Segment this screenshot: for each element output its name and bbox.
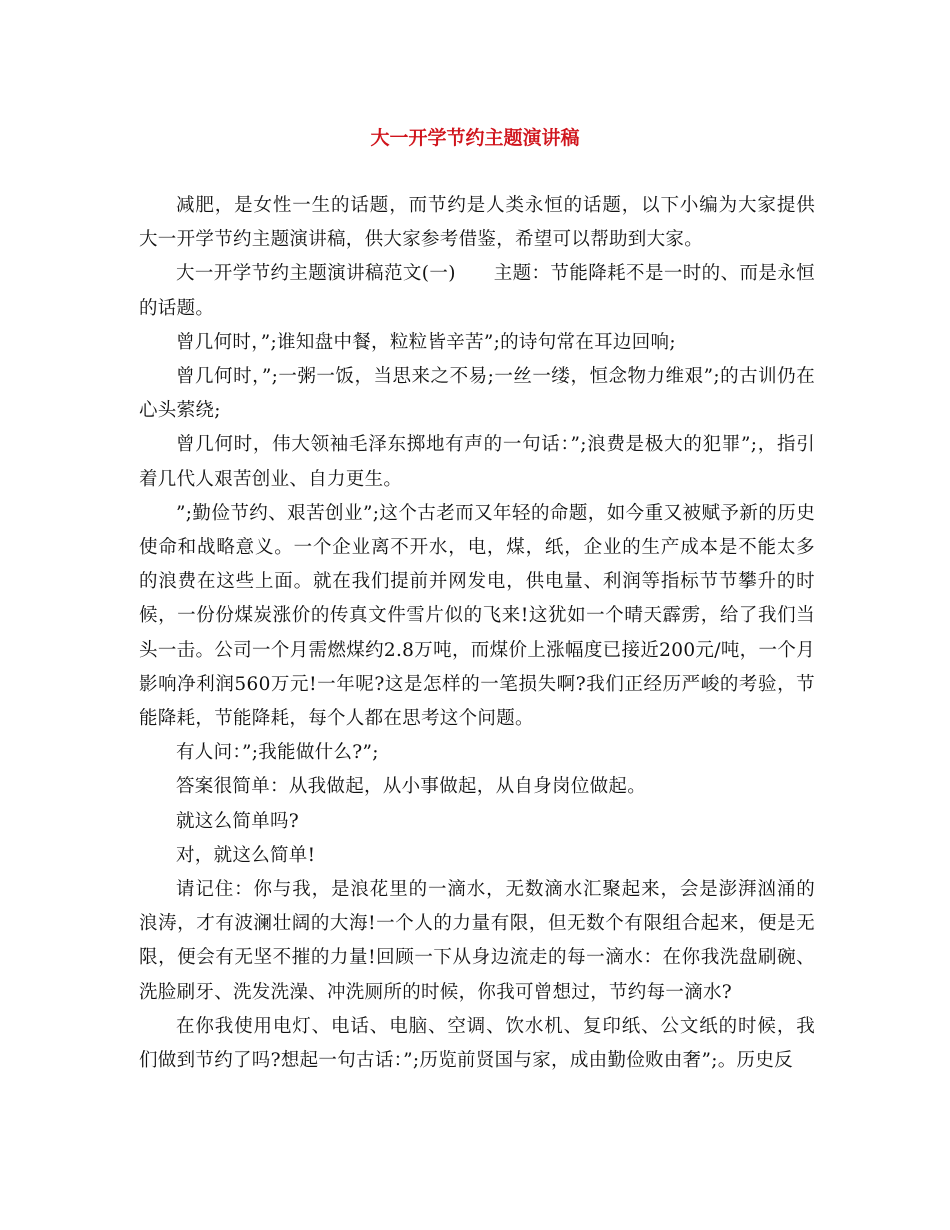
paragraph: 曾几何时，”;一粥一饭，当思来之不易;一丝一缕，恒念物力维艰”;的古训仍在心头萦绕; (139, 366, 815, 422)
paragraph: ”;勤俭节约、艰苦创业”;这个古老而又年轻的命题，如今重又被赋予新的历史使命和战略意义。一个企业离不开水，电，煤，纸，企业的生产成本是不能太多的浪费在这些上面。就在我们提前并网发电，供电量、利润等指标节节攀升的时候，一份份煤炭涨价的传真文件雪片似的飞来!这犹如一个晴天霹雳，给了我们当头一击。公司一个月需燃煤约2.8万吨，而煤价上涨幅度已接近200元/吨，一个月影响净利润560万元!一年呢?这是怎样的一笔损失啊?我们正经历严峻的考验，节能降耗，节能降耗，每个人都在思考这个问题。 (139, 502, 815, 730)
paragraph: 曾几何时，伟大领袖毛泽东掷地有声的一句话：”;浪费是极大的犯罪”;，指引着几代人艰苦创业、自力更生。 (139, 434, 815, 490)
paragraph: 有人问：”;我能做什么?”; (176, 742, 379, 764)
paragraph: 对，就这么简单! (176, 844, 316, 866)
paragraph: 大一开学节约主题演讲稿范文(一) 主题：节能降耗不是一时的、而是永恒的话题。 (139, 263, 815, 319)
paragraph: 在你我使用电灯、电话、电脑、空调、饮水机、复印纸、公文纸的时候，我们做到节约了吗?想起一句古话：”;历览前贤国与家，成由勤俭败由奢”;。历史反 (139, 1015, 815, 1072)
paragraph: 答案很简单：从我做起，从小事做起，从自身岗位做起。 (176, 776, 647, 798)
paragraph: 就这么简单吗? (176, 810, 300, 832)
paragraph: 曾几何时，”;谁知盘中餐，粒粒皆辛苦”;的诗句常在耳边回响; (176, 331, 676, 353)
document-body (139, 189, 815, 1078)
document-title: 大一开学节约主题演讲稿 (370, 127, 580, 149)
paragraph: 请记住：你与我，是浪花里的一滴水，无数滴水汇聚起来，会是澎湃汹涌的浪涛，才有波澜壮阔的大海!一个人的力量有限，但无数个有限组合起来，便是无限，便会有无坚不摧的力量!回顾一下从身边流走的每一滴水：在你我洗盘刷碗、洗脸刷牙、洗发洗澡、冲洗厕所的时候，你我可曾想过，节约每一滴水? (139, 879, 815, 1003)
paragraph: 减肥，是女性一生的话题，而节约是人类永恒的话题，以下小编为大家提供大一开学节约主题演讲稿，供大家参考借鉴，希望可以帮助到大家。 (139, 195, 815, 251)
